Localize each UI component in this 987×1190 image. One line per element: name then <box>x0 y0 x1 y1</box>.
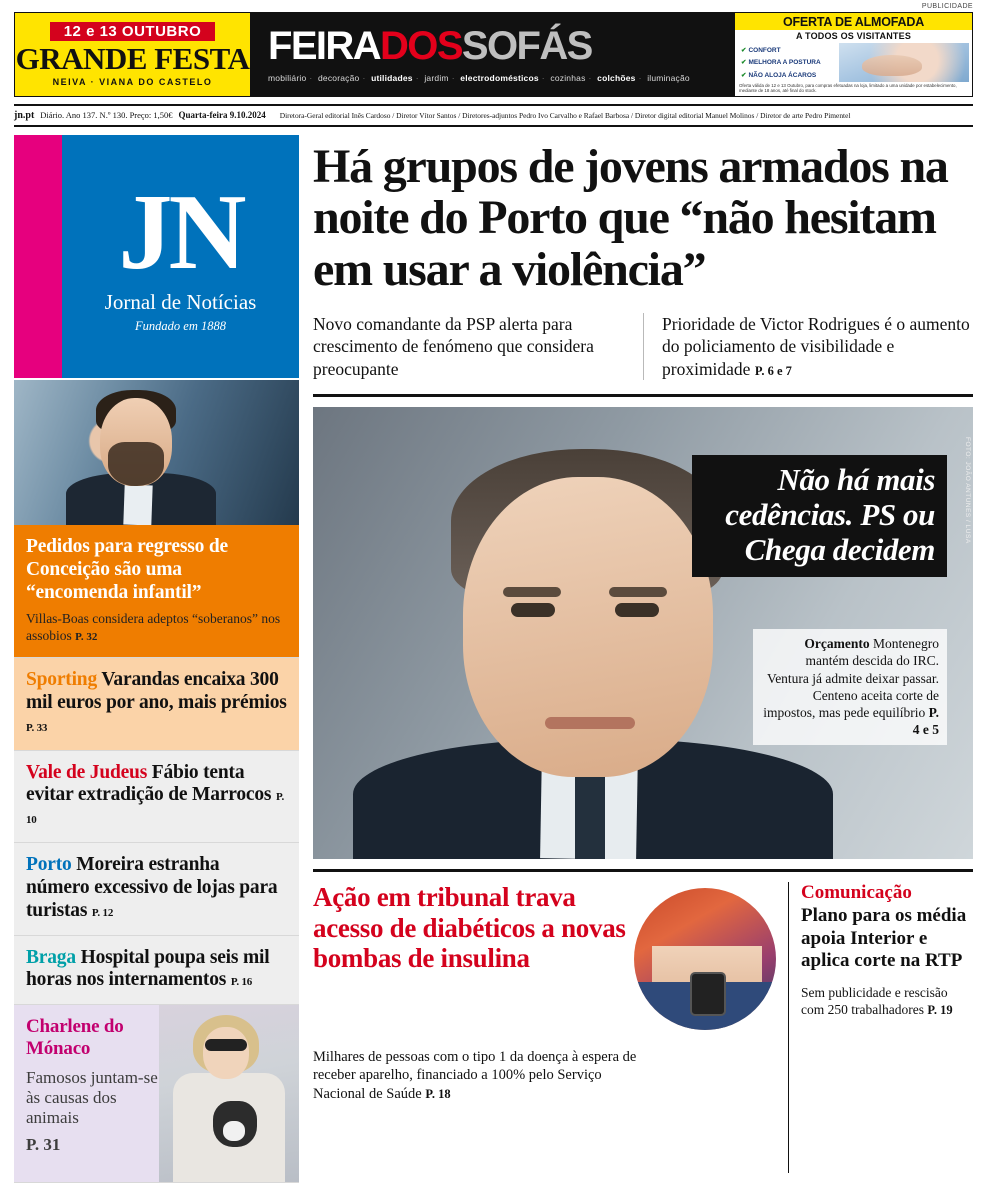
ad-pillow-photo <box>839 43 969 82</box>
ad-offer-bullets <box>735 41 839 83</box>
editorial-staff: Diretora-Geral editorial Inês Cardoso / Diretor Vítor Santos / Diretores-adjuntos Pedro Ivo Carvalho e Rafael Barbosa / Diretor digital editorial Manuel Molinos / Diretor de arte Pedro Pimentel <box>279 111 851 120</box>
masthead-strip <box>14 104 973 127</box>
page-ref: P. 12 <box>91 906 114 919</box>
ad-location: NEIVA · VIANA DO CASTELO <box>52 77 213 88</box>
ad-offer-panel <box>734 13 972 96</box>
check-icon: ✔ <box>741 59 747 67</box>
front-page-grid <box>14 135 973 1173</box>
ad-category: utilidades <box>371 73 413 83</box>
photo-caption <box>753 629 947 745</box>
ad-brand <box>268 26 734 66</box>
lead-sub-left: Novo comandante da PSP alerta para crescimento de fenómeno que considera preocupante <box>313 314 594 379</box>
ad-category: colchões <box>597 73 636 83</box>
bottom-sub-text: Milhares de pessoas com o tipo 1 da doença à espera de receber aparelho, financiado a 100% pelo Serviço Nacional de Saúde <box>313 1048 637 1102</box>
ad-categories: mobiliário · decoração · utilidades · jardim · electrodomésticos · cozinhas · colchões · iluminação <box>268 73 690 83</box>
ad-bullet: CONFORT <box>748 47 781 54</box>
divider <box>313 869 973 872</box>
website-url[interactable]: jn.pt <box>14 110 35 121</box>
item-kicker: Sporting <box>26 669 98 691</box>
item-title-text: Hospital poupa seis mil horas nos internamentos <box>26 946 270 991</box>
lead-headline[interactable]: Há grupos de jovens armados na noite do Porto que “não hesitam em usar a violência” <box>313 140 948 296</box>
page-ref: P. 6 e 7 <box>754 363 792 378</box>
logo-name: Jornal de Notícias <box>104 290 257 315</box>
list-item[interactable] <box>14 936 299 1006</box>
side-sub <box>801 984 973 1019</box>
photo-credit: FOTO: JOÃO ANTUNES / LUSA <box>964 437 971 544</box>
list-item[interactable] <box>14 843 299 935</box>
list-item[interactable] <box>14 525 299 658</box>
side-title: Plano para os média apoia Interior e aplica corte na RTP <box>801 905 967 972</box>
montenegro-photo <box>313 407 973 859</box>
bottom-side-article[interactable] <box>788 882 973 1173</box>
item-title <box>26 762 287 830</box>
item-title-text: Varandas encaixa 300 mil euros por ano, mais prémios <box>26 669 287 713</box>
insulin-pump-photo <box>634 888 776 1030</box>
ad-brand-part-2: DOS <box>380 24 462 68</box>
left-column <box>14 135 299 1173</box>
list-item-charlene[interactable] <box>14 1005 299 1183</box>
item-kicker: Braga <box>26 946 76 968</box>
page-ref: P. 19 <box>927 1003 953 1018</box>
ad-category: cozinhas <box>550 73 586 83</box>
bottom-title: Ação em tribunal trava acesso de diabéticos a novas bombas de insulina <box>313 882 626 974</box>
item-title: Charlene do Mónaco <box>26 1016 124 1060</box>
ad-category: jardim <box>424 73 449 83</box>
ad-offer-sub: A TODOS OS VISITANTES <box>795 31 912 41</box>
page-ref: P. 16 <box>230 976 253 989</box>
ad-title: GRANDE FESTA <box>15 41 250 77</box>
ad-left-panel <box>15 13 250 96</box>
ad-brand-part-1: FEIRA <box>268 24 381 68</box>
bottom-section <box>313 882 973 1173</box>
ad-bullet: MELHORA A POSTURA <box>748 59 821 67</box>
page-ref: P. 4 e 5 <box>912 704 939 737</box>
item-sub-text: Villas-Boas considera adeptos “soberanos” nos assobios <box>26 611 281 644</box>
logo-founded: Fundado em 1888 <box>135 319 226 334</box>
ad-category: decoração <box>317 73 360 83</box>
caption-kicker: Orçamento <box>804 636 870 652</box>
ad-offer-headline: OFERTA DE ALMOFADA <box>735 13 972 30</box>
check-icon: ✔ <box>741 47 747 54</box>
item-title-text: Fábio tenta evitar extradição de Marrocos <box>26 761 272 806</box>
list-item[interactable] <box>14 751 299 843</box>
item-kicker: Vale de Judeus <box>26 761 148 783</box>
side-kicker: Comunicação <box>801 882 912 904</box>
item-title <box>26 947 287 993</box>
item-title-text: Moreira estranha número excessivo de lojas para turistas <box>26 854 278 921</box>
lead-subheads <box>313 313 973 392</box>
divider <box>313 394 973 397</box>
masthead-logo <box>14 135 299 378</box>
charlene-photo <box>159 1005 299 1182</box>
photo-quote: Não há mais cedências. PS ou Chega decidem <box>692 455 947 577</box>
ad-category: iluminação <box>647 73 690 83</box>
page-ref: P. 10 <box>26 791 285 827</box>
ad-bullet: NÃO ALOJA ÁCAROS <box>748 71 817 79</box>
item-sub: Famosos juntam-se às causas dos animais <box>26 1067 158 1128</box>
bottom-main-article[interactable] <box>313 882 788 1173</box>
item-title <box>26 854 287 922</box>
page-ref: P. 33 <box>26 721 48 734</box>
item-title <box>26 669 287 737</box>
bottom-sub <box>313 1048 653 1104</box>
top-advertisement[interactable] <box>14 12 973 97</box>
ad-brand-part-3: SOFÁS <box>461 24 592 68</box>
edition-date: Quarta-feira 9.10.2024 <box>178 110 266 120</box>
list-item[interactable] <box>14 658 299 750</box>
check-icon: ✔ <box>741 71 747 79</box>
item-title: Pedidos para regresso de Conceição são uma “encomenda infantil” <box>26 536 228 603</box>
item-sub <box>26 611 287 645</box>
ad-dates: 12 e 13 OUTUBRO <box>50 22 216 41</box>
right-column <box>313 135 973 1173</box>
logo-initials: JN <box>118 172 243 292</box>
publicidade-label: PUBLICIDADE <box>921 3 973 10</box>
lead-sub-right <box>643 313 973 380</box>
ad-brand-panel <box>250 13 734 96</box>
ad-legal-text: Oferta válida de 12 e 13 Outubro, para compras efetuadas na loja, limitado a uma unidade por estabelecimento, mediante de 18 anos, até final do stock. <box>739 82 957 94</box>
lead-sub-right-text: Prioridade de Victor Rodrigues é o aumento do policiamento de visibilidade e proximidade <box>662 314 970 379</box>
ad-category: electrodomésticos <box>460 73 539 83</box>
page-ref: P. 32 <box>75 631 98 644</box>
conceicao-photo <box>14 380 299 525</box>
side-sub-text: Sem publicidade e rescisão com 250 trabalhadores <box>801 985 948 1018</box>
edition-info: Diário. Ano 137. N.º 130. Preço: 1,50€ <box>40 110 173 120</box>
item-kicker: Porto <box>26 854 72 876</box>
ad-category: mobiliário <box>268 73 307 83</box>
caption-text: Montenegro mantém descida do IRC. Ventura já admite deixar passar. Centeno aceita corte de impostos, mas pede equilíbrio <box>763 636 939 720</box>
page-ref: P. 31 <box>26 1134 61 1154</box>
page-ref: P. 18 <box>425 1086 451 1101</box>
